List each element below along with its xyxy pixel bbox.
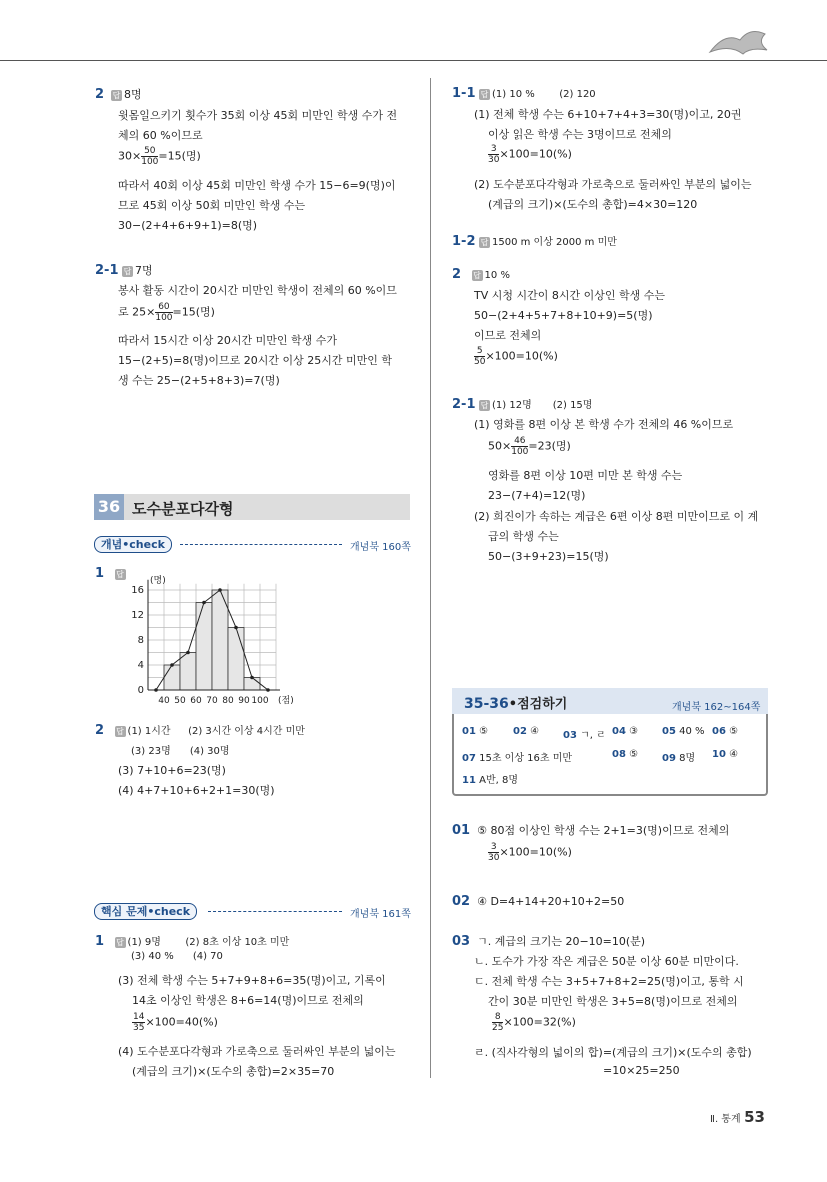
- text-line: (1) 영화를 8편 이상 본 학생 수가 전체의 46 %이므로: [474, 418, 734, 431]
- text-line: ㄹ. (직사각형의 넓이의 합)=(계급의 크기)×(도수의 총합): [474, 1046, 752, 1059]
- review-row-2: 09 8명: [662, 753, 696, 764]
- review-row-2: 07 15초 이상 16초 미만: [462, 753, 573, 764]
- text-line: (2) 도수분포다각형과 가로축으로 둘러싸인 부분의 넓이는: [474, 178, 752, 191]
- problem-1-1: 1-1 답 (1) 10 % (2) 120: [452, 86, 596, 101]
- text-line: 이상 읽은 학생 수는 3명이므로 전체의: [488, 128, 672, 141]
- page-reference: 개념북 161쪽: [350, 909, 411, 920]
- y-tick-label: 8: [137, 635, 144, 646]
- text-line: (3) 전체 학생 수는 5+7+9+8+6=35(명)이고, 기록이: [118, 974, 386, 987]
- y-tick-label: 12: [131, 610, 144, 621]
- formula-line: $\frac{3}{30}$ ×100=10(%): [488, 144, 572, 165]
- formula-line: 30× $\frac{50}{100}$ =15(명): [118, 146, 201, 167]
- text-line: (2) 희진이가 속하는 계급은 6편 이상 8편 미만이므로 이 계: [474, 510, 759, 523]
- dashed-rule: [208, 911, 342, 912]
- concept-check-bar: [94, 536, 172, 552]
- polygon-point: [202, 601, 206, 605]
- answer-icon: 답: [112, 90, 121, 100]
- concept-check-pill: 개념•check: [94, 536, 172, 553]
- dragon-logo-icon: [705, 22, 775, 60]
- histogram-bar: [228, 628, 244, 691]
- text-line: (계급의 크기)×(도수의 총합)=4×30=120: [488, 198, 698, 211]
- review-row-1: 04 ③: [612, 726, 639, 737]
- text-line: (3) 7+10+6=23(명): [118, 764, 226, 777]
- text-line: 므로 45회 이상 50회 미만인 학생 수는: [118, 199, 306, 212]
- text-line: 따라서 15시간 이상 20시간 미만인 학생 수가: [118, 334, 337, 347]
- formula-line: $\frac{8}{25}$ ×100=32(%): [492, 1012, 576, 1033]
- text-line: (1) 전체 학생 수는 6+10+7+4+3=30(명)이고, 20권: [474, 108, 742, 121]
- dashed-rule: [180, 544, 342, 545]
- text-line: 이므로 전체의: [474, 329, 542, 342]
- answer-icon: 답: [480, 400, 489, 410]
- text-line: 급의 학생 수는: [488, 530, 559, 543]
- text-line: 영화를 8편 이상 10편 미만 본 학생 수는: [488, 469, 683, 482]
- answer-icon: 답: [116, 726, 124, 736]
- text-line: 생 수는 25−(2+5+8+3)=7(명): [118, 374, 280, 387]
- x-tick-label: 60: [190, 696, 202, 706]
- answer-icon: 답: [116, 569, 124, 579]
- answer-line: (3) 23명 (4) 30명: [131, 746, 230, 757]
- y-axis-label: (명): [150, 575, 166, 586]
- review-row-1: 02 ④: [513, 726, 540, 737]
- histogram-bar: [212, 590, 228, 690]
- histogram-bar: [196, 603, 212, 691]
- x-tick-label: 40: [158, 696, 170, 706]
- text-line: 간이 30분 미만인 학생은 3+5=8(명)이므로 전체의: [488, 995, 738, 1008]
- review-row-1: 05 40 %: [662, 726, 705, 737]
- problem-1-2: 1-2 답 1500 m 이상 2000 m 미만: [452, 234, 617, 249]
- y-tick-label: 16: [131, 585, 144, 596]
- text-line: 체의 60 %이므로: [118, 129, 203, 142]
- core-check-pill: 핵심 문제•check: [94, 903, 197, 920]
- text-line: (계급의 크기)×(도수의 총합)=2×35=70: [132, 1065, 335, 1078]
- core-1: 1 답 (1) 9명 (2) 8초 이상 10초 미만: [95, 934, 290, 949]
- answer-icon: 답: [123, 266, 132, 276]
- text-line: 윗몸일으키기 횟수가 35회 이상 45회 미만인 학생 수가 전: [118, 109, 398, 122]
- formula-line: $\frac{3}{30}$ ×100=10(%): [488, 842, 572, 863]
- page-reference: 개념북 162~164쪽: [672, 702, 761, 713]
- frequency-polygon-chart: [118, 562, 294, 712]
- page-reference: 개념북 160쪽: [350, 542, 411, 553]
- formula-line: $\frac{14}{35}$ ×100=40(%): [133, 1012, 218, 1033]
- text-line: 50−(2+4+5+7+8+10+9)=5(명): [474, 309, 653, 322]
- answer-icon: 답: [480, 237, 489, 247]
- text-line: ㄷ. 전체 학생 수는 3+5+7+8+2=25(명)이고, 통학 시: [474, 975, 744, 988]
- page-footer: Ⅱ. 통계 53: [710, 1108, 765, 1126]
- y-tick-label: 4: [137, 660, 144, 671]
- text-line: 14초 이상인 학생은 8+6=14(명)이므로 전체의: [132, 994, 364, 1007]
- review-row-1: 01 ⑤: [462, 726, 489, 737]
- formula-line: 로 25× $\frac{60}{100}$ =15(명): [118, 302, 215, 323]
- column-divider: [430, 78, 431, 1078]
- polygon-point: [234, 626, 238, 630]
- section-number: 36: [94, 494, 124, 520]
- answer-line: (3) 40 % (4) 70: [131, 951, 223, 962]
- x-tick-label: 90: [238, 696, 250, 706]
- review-row-1: 06 ⑤: [712, 726, 739, 737]
- text-line: =10×25=250: [603, 1064, 680, 1077]
- text-line: 50−(3+9+23)=15(명): [488, 550, 609, 563]
- text-line: (4) 4+7+10+6+2+1=30(명): [118, 784, 275, 797]
- core-check-bar: [94, 903, 197, 919]
- top-rule: [0, 60, 827, 61]
- review-row-2: 10 ④: [712, 749, 739, 760]
- review-row-2: 08 ⑤: [612, 749, 639, 760]
- answer-icon: 답: [480, 89, 489, 99]
- text-line: 봉사 활동 시간이 20시간 미만인 학생이 전체의 60 %이므: [118, 284, 397, 297]
- solution-01: 01 ⑤ 80점 이상인 학생 수는 2+1=3(명)이므로 전체의: [452, 823, 730, 838]
- formula-line: $\frac{5}{50}$ ×100=10(%): [474, 346, 558, 367]
- histogram-bar: [244, 678, 260, 691]
- x-tick-label: 50: [174, 696, 186, 706]
- text-line: (4) 도수분포다각형과 가로축으로 둘러싸인 부분의 넓이는: [118, 1045, 396, 1058]
- concept-2: 2 답 (1) 1시간 (2) 3시간 이상 4시간 미만: [95, 723, 305, 738]
- section-title: 도수분포다각형: [132, 500, 234, 518]
- text-line: ㄴ. 도수가 가장 작은 계급은 50분 이상 60분 미만이다.: [474, 955, 739, 968]
- x-tick-label: 80: [222, 696, 234, 706]
- polygon-point: [186, 651, 190, 655]
- review-title: 35-36•점검하기: [464, 696, 568, 712]
- text-line: 15−(2+5)=8(명)이므로 20시간 이상 25시간 미만인 학: [118, 354, 393, 367]
- text-line: 30−(2+4+6+9+1)=8(명): [118, 219, 258, 232]
- review-row-3: 11 A반, 8명: [462, 775, 518, 786]
- solution-03: 03 ㄱ. 계급의 크기는 20−10=10(분): [452, 934, 646, 949]
- problem-2: 2 답 8명: [95, 87, 142, 102]
- text-line: TV 시청 시간이 8시간 이상인 학생 수는: [474, 289, 665, 302]
- x-tick-label: 70: [206, 696, 218, 706]
- answer-icon: 답: [116, 937, 124, 947]
- x-tick-label: 100: [251, 696, 269, 706]
- concept-1: 1 답: [95, 566, 124, 581]
- formula-line: 50× $\frac{46}{100}$ =23(명): [488, 436, 571, 457]
- y-tick-label: 0: [137, 685, 144, 696]
- histogram-bar: [180, 653, 196, 691]
- review-row-1: 03 ㄱ, ㄹ: [563, 730, 606, 741]
- problem-2-1: 2-1 답 7명: [95, 263, 153, 278]
- polygon-point: [170, 663, 174, 667]
- polygon-point: [218, 588, 222, 592]
- text-line: 따라서 40회 이상 45회 미만인 학생 수가 15−6=9(명)이: [118, 179, 396, 192]
- solution-02: 02 ④ D=4+14+20+10+2=50: [452, 894, 625, 909]
- text-line: 23−(7+4)=12(명): [488, 489, 586, 502]
- polygon-point: [250, 676, 254, 680]
- answer-icon: 답: [473, 270, 481, 280]
- problem-2-1-right: 2-1 답 (1) 12명 (2) 15명: [452, 397, 593, 412]
- histogram-bar: [164, 665, 180, 690]
- problem-2-right: 2 답 10 %: [452, 267, 510, 282]
- x-axis-label: (점): [278, 696, 294, 706]
